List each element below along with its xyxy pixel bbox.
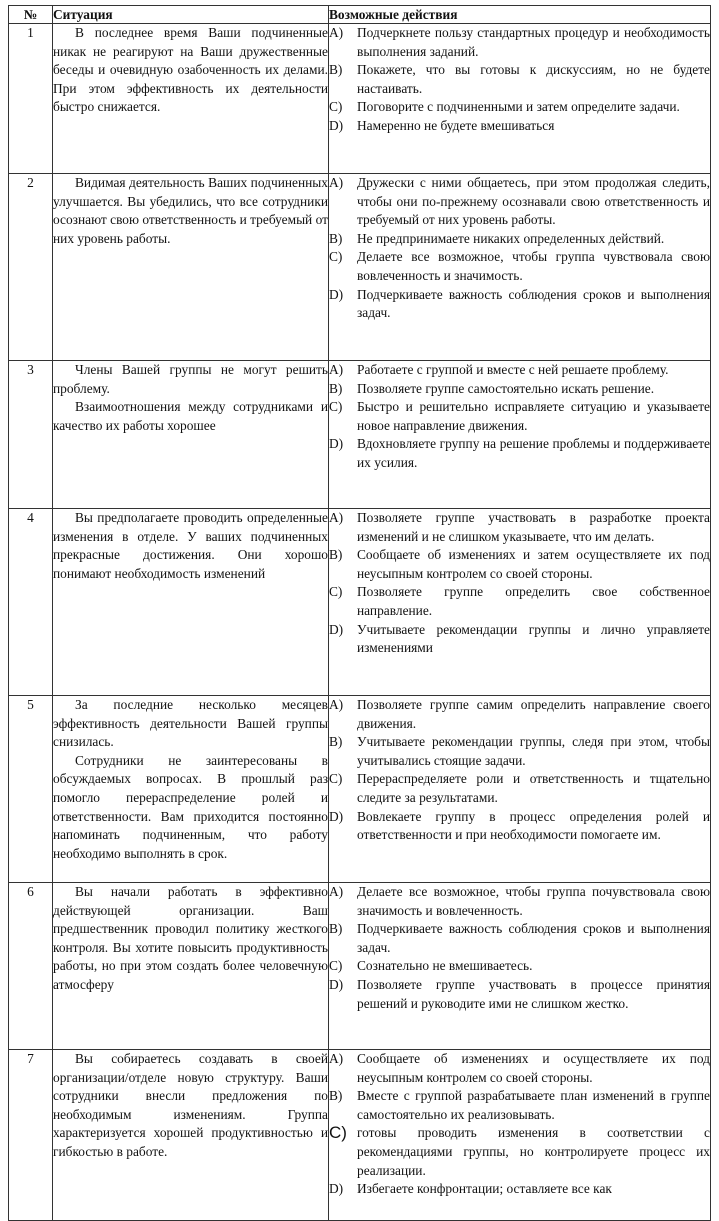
situation-text: Члены Вашей группы не могут решить проблему. xyxy=(53,362,328,396)
option-d: D) Вдохновляете группу на решение проблемы и поддерживаете их усилия. xyxy=(329,436,710,470)
row-number: 2 xyxy=(9,174,53,361)
option-b: B) Не предпринимаете никаких определенных действий. xyxy=(329,230,665,246)
actions-cell xyxy=(329,509,711,696)
row-number: 6 xyxy=(9,883,53,1050)
actions-cell xyxy=(329,696,711,883)
header-actions: Возможные действия xyxy=(329,6,711,24)
actions-cell xyxy=(329,1050,711,1221)
option-a: A) Делаете все возможное, чтобы группа почувствовала свою значимость и вовлеченность. xyxy=(329,884,710,918)
option-d: D) Намеренно не будете вмешиваться xyxy=(329,117,555,133)
situations-table xyxy=(8,5,711,1221)
header-situation: Ситуация xyxy=(53,6,329,24)
table-row xyxy=(9,24,711,174)
option-d: D) Подчеркиваете важность соблюдения сроков и выполнения задач. xyxy=(329,286,710,321)
actions-cell xyxy=(329,883,711,1050)
row-number: 1 xyxy=(9,24,53,174)
option-b: B) Позволяете группе самостоятельно искать решение. xyxy=(329,380,655,396)
table-row xyxy=(9,174,711,361)
option-a: A) Позволяете группе самим определить направление своего движения. xyxy=(329,697,710,731)
situation-text: Вы собираетесь создавать в своей организации/отделе новую структуру. Ваши сотрудники внесли предложения по необходимым изменениям. Группа характеризуется хорошей продуктивностью и гибкостью в работе. xyxy=(53,1051,328,1159)
situation-cell xyxy=(53,509,329,696)
actions-cell xyxy=(329,361,711,509)
option-d: D) Вовлекаете группу в процесс определения ролей и ответственности и при необходимости помогаете им. xyxy=(329,808,710,843)
situation-text: В последнее время Ваши подчиненные никак не реагируют на Ваши дружественные беседы и очевидную озабоченность их делами. При этом эффективность их деятельности быстро снижается. xyxy=(53,25,328,115)
table-row xyxy=(9,1050,711,1221)
situation-text: Видимая деятельность Ваших подчиненных улучшается. Вы убедились, что все сотрудники осознают свою ответственность и требуемый от них уровень работы. xyxy=(53,175,328,246)
header-number: № xyxy=(9,6,53,24)
actions-cell xyxy=(329,24,711,174)
situation-text: За последние несколько месяцев эффективность деятельности Вашей группы снизилась. xyxy=(53,697,328,750)
situation-cell xyxy=(53,1050,329,1221)
row-number: 3 xyxy=(9,361,53,509)
table-row xyxy=(9,883,711,1050)
option-b: B) Учитываете рекомендации группы, следя при этом, чтобы учитывались стоящие задачи. xyxy=(329,734,710,768)
option-a: A) Позволяете группе участвовать в разработке проекта изменений и не слишком указываете, что им делать. xyxy=(329,510,710,544)
row-number: 4 xyxy=(9,509,53,696)
option-a: A) Сообщаете об изменениях и осуществляете их под неусыпным контролем со своей стороны. xyxy=(329,1051,710,1085)
situation-cell xyxy=(53,883,329,1050)
situation-text: Взаимоотношения между сотрудниками и качество их работы хорошее xyxy=(53,399,328,433)
row-number: 5 xyxy=(9,696,53,883)
situation-cell xyxy=(53,361,329,509)
table-row xyxy=(9,509,711,696)
table-row xyxy=(9,696,711,883)
option-a: A) Дружески с ними общаетесь, при этом продолжая следить, чтобы они по-прежнему осознавали свою ответственность и требуемый от них уровень работы. xyxy=(329,175,710,228)
situation-text: Вы предполагаете проводить определенные изменения в отделе. У ваших подчиненных прекрасные достижения. Они хорошо понимают необходимость изменений xyxy=(53,510,328,581)
situation-text: Сотрудники не заинтересованы в обсуждаемых вопросах. В прошлый раз помогло перераспределение ролей и ответственности. Вам приходится постоянно напоминать подчиненным, что работу необходимо выполнять в срок. xyxy=(53,752,328,861)
option-c: C) Быстро и решительно исправляете ситуацию и указываете новое направление движения. xyxy=(329,399,710,433)
situation-cell xyxy=(53,696,329,883)
option-d: D) Учитываете рекомендации группы и лично управляете изменениями xyxy=(329,621,710,656)
option-c: C) Перераспределяете роли и ответственность и тщательно следите за результатами. xyxy=(329,771,710,805)
option-d: D) Позволяете группе участвовать в процессе принятия решений и руководите ими не слишком жестко. xyxy=(329,976,710,1011)
option-a: A) Подчеркнете пользу стандартных процедур и необходимость выполнения заданий. xyxy=(329,25,710,59)
situation-cell xyxy=(53,24,329,174)
option-c: C) Позволяете группе определить свое собственное направление. xyxy=(329,584,710,618)
option-a: A) Работаете с группой и вместе с ней решаете проблему. xyxy=(329,362,669,377)
option-b: B) Сообщаете об изменениях и затем осуществляете их под неусыпным контролем со своей стороны. xyxy=(329,547,710,581)
option-c: C) Поговорите с подчиненными и затем определите задачи. xyxy=(329,99,680,115)
option-b: B) Покажете, что вы готовы к дискуссиям, но не будете настаивать. xyxy=(329,62,710,96)
option-c: C) готовы проводить изменения в соответствии с рекомендациями группы, но контролируете процесс их реализации. xyxy=(329,1123,710,1178)
situation-cell xyxy=(53,174,329,361)
actions-cell xyxy=(329,174,711,361)
option-b: B) Подчеркиваете важность соблюдения сроков и выполнения задач. xyxy=(329,921,710,955)
option-d: D) Избегаете конфронтации; оставляете все как xyxy=(329,1181,612,1197)
table-header-row xyxy=(9,6,711,24)
row-number: 7 xyxy=(9,1050,53,1221)
option-c: C) Делаете все возможное, чтобы группа чувствовала свою вовлеченность и значимость. xyxy=(329,249,710,283)
option-b: B) Вместе с группой разрабатываете план изменений в группе самостоятельно их реализовывать. xyxy=(329,1088,710,1122)
situation-text: Вы начали работать в эффективно действующей организации. Ваш предшественник проводил политику жесткого контроля. Вы хотите повысить продуктивность работы, но при этом создать более человечную атмосферу xyxy=(53,884,328,992)
option-c: C) Сознательно не вмешиваетесь. xyxy=(329,958,533,974)
table-row xyxy=(9,361,711,509)
